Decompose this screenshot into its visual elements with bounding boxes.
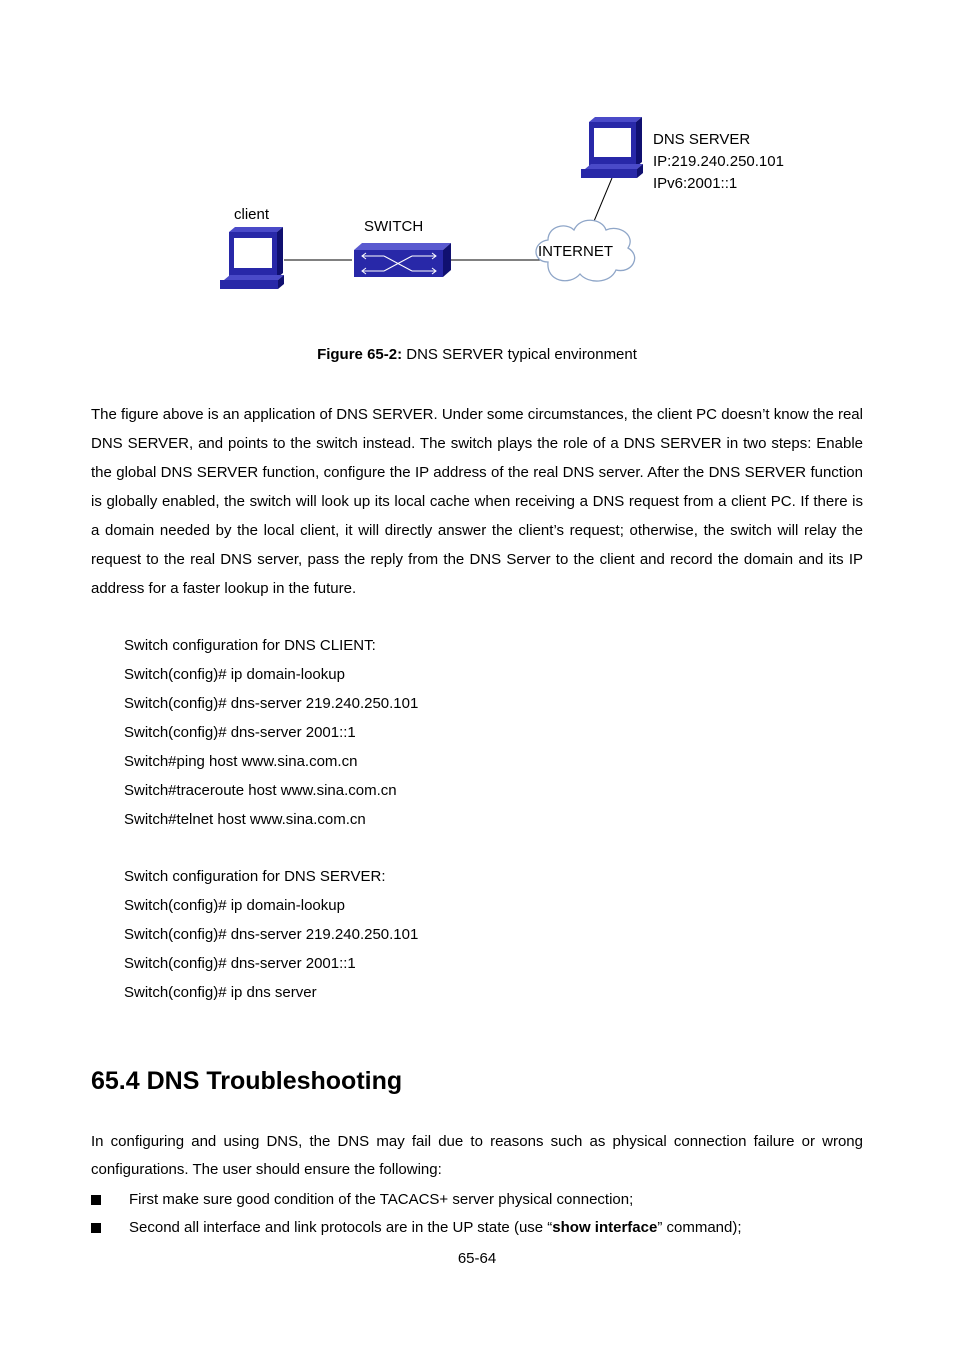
client-config-block — [124, 631, 418, 834]
intro-paragraph: The figure above is an application of DNS SERVER. Under some circumstances, the client PC doesn’t know the real DNS SERVER, and points to the switch instead. The switch plays the role of a DNS SERVER in two steps: Enable the global DNS SERVER function, configure the IP address of the real DNS server. After the DNS SERVER function is globally enabled, the switch will look up its local cache when receiving a DNS request from a client PC. If there is a domain needed by the local client, it will directly answer the client’s request; otherwise, the switch will relay the request to the real DNS server, pass the reply from the DNS Server to the client and record the domain and its IP address for a faster lookup in the future. — [91, 406, 863, 597]
dns-server-ipv6-label: IPv6:2001::1 — [653, 175, 738, 192]
client-config-line: Switch#traceroute host www.sina.com.cn — [124, 782, 397, 799]
server-config-line: Switch(config)# ip domain-lookup — [124, 897, 345, 914]
client-config-line: Switch(config)# dns-server 2001::1 — [124, 724, 356, 741]
switch-label: SWITCH — [364, 218, 424, 235]
network-diagram — [0, 0, 954, 330]
internet-label: INTERNET — [538, 243, 613, 260]
server-config-line: Switch(config)# dns-server 2001::1 — [124, 955, 356, 972]
bullet-text — [129, 1214, 742, 1242]
bullet-square-icon — [91, 1223, 101, 1233]
network-diagram-svg — [0, 0, 954, 330]
client-config-line: Switch#ping host www.sina.com.cn — [124, 753, 358, 770]
bullet-text-prefix: Second all interface and link protocols are in the UP state (use “ — [129, 1219, 553, 1236]
figure-title: DNS SERVER typical environment — [406, 346, 637, 363]
server-config-block — [124, 862, 418, 1007]
client-computer-icon — [220, 227, 284, 289]
client-config-line: Switch#telnet host www.sina.com.cn — [124, 811, 366, 828]
figure-number: Figure 65-2: — [317, 346, 403, 363]
client-config-line: Switch(config)# ip domain-lookup — [124, 666, 345, 683]
figure-caption — [0, 346, 954, 363]
section-heading: 65.4 DNS Troubleshooting — [91, 1067, 403, 1095]
bullet-command: show interface — [552, 1219, 658, 1236]
dns-server-name-label: DNS SERVER — [653, 131, 751, 148]
page-number: 65-64 — [457, 1250, 497, 1267]
server-config-line: Switch(config)# dns-server 219.240.250.101 — [124, 926, 419, 943]
bullet-square-icon — [91, 1195, 101, 1205]
client-config-line: Switch(config)# dns-server 219.240.250.101 — [124, 695, 419, 712]
dns-server-ipv4-label: IP:219.240.250.101 — [653, 153, 784, 170]
client-label: client — [234, 206, 270, 223]
server-config-line: Switch configuration for DNS SERVER: — [124, 868, 386, 885]
dns-server-computer-icon — [581, 117, 643, 178]
troubleshooting-paragraph: In configuring and using DNS, the DNS may fail due to reasons such as physical connection failure or wrong configurations. The user should ensure the following: — [91, 1133, 863, 1178]
bullet-text: First make sure good condition of the TACACS+ server physical connection; — [129, 1191, 634, 1208]
server-config-line: Switch(config)# ip dns server — [124, 984, 317, 1001]
client-config-line: Switch configuration for DNS CLIENT: — [124, 637, 376, 654]
switch-device-icon — [354, 243, 451, 277]
bullet-text-suffix: ” command); — [657, 1219, 742, 1236]
